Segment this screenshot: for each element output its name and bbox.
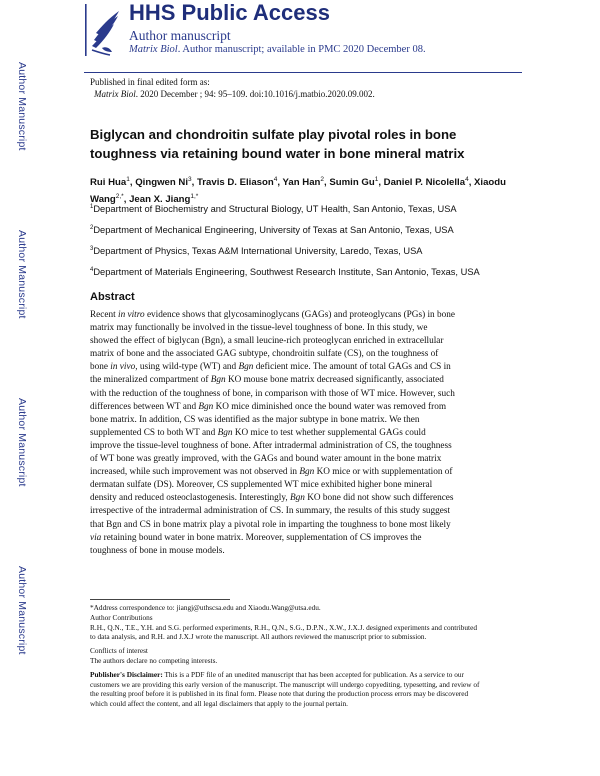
affiliation-3: $^3$Department of Physics, Texas A&M International University, Laredo, Texas, USA <box>90 246 423 257</box>
abstract-line: with the reduction of the toughness of bone, in comparison with those of WT mice. However, such <box>90 388 455 399</box>
author-affiliation-marker: 1,* <box>190 193 199 201</box>
conflicts-heading: Conflicts of interest <box>90 646 148 656</box>
disclaimer-text: Publisher's Disclaimer: This is a PDF file of an unedited manuscript that has been accepted for publication. As a service to our <box>90 669 464 679</box>
affiliation-2: $^2$Department of Mechanical Engineering, University of Texas at San Antonio, Texas, USA <box>90 225 454 236</box>
abstract-line: Recent in vitro evidence shows that glycosaminoglycans (GAGs) and proteoglycans (PGs) in bone <box>90 310 455 320</box>
abstract-line: that Bgn and CS in bone matrix play a pivotal role in imparting the toughness to bone most likely <box>90 519 451 530</box>
abstract-line: improve the tissue-level toughness of bone. After intradermal administration of CS, the toughness <box>90 440 452 451</box>
abstract-line: bone in vivo, using wild-type (WT) and Bgn deficient mice. The amount of total GAGs and CS in <box>90 362 451 373</box>
contributions-text: to data analysis, and R.H. and J.X.J wrote the manuscript. All authors reviewed the manuscript prior to submission. <box>90 632 427 642</box>
author-affiliation-marker: 4 <box>465 176 469 183</box>
disclaimer-text: which could affect the content, and all legal disclaimers that apply to the journal pertain. <box>90 699 349 709</box>
author-affiliation-marker: 3 <box>187 176 192 183</box>
journal-availability <box>129 44 426 55</box>
affiliation-4: $^4$Department of Materials Engineering, Southwest Research Institute, San Antonio, Texas, USA <box>90 267 480 278</box>
footnote-divider <box>90 599 230 600</box>
contributions-heading: Author Contributions <box>90 612 153 622</box>
affiliation-1: $^1$Department of Biochemistry and Structural Biology, UT Health, San Antonio, Texas, USA <box>90 204 457 215</box>
abstract-line: dermatan sulfate (DS). Moreover, CS supplemented WT mice exhibited higher bone mineral <box>90 480 433 491</box>
author-name: Qingwen Ni <box>135 177 188 189</box>
author-name: Sumin Gu <box>329 177 375 189</box>
citation <box>90 88 375 100</box>
author-affiliation-marker: 2 <box>320 176 325 183</box>
abstract-line: toughness of bone in mouse models. <box>90 545 225 556</box>
author-affiliation-marker: 2,* <box>115 193 124 201</box>
author-affiliation-marker: 1 <box>126 176 130 183</box>
abstract-line: of WT bone was greatly improved, with the GAGs and bound water amount in the bone matrix <box>90 454 442 465</box>
abstract-line: the mineralized compartment of Bgn KO mouse bone matrix decreased significantly, associated <box>90 375 444 386</box>
abstract-line: differences between WT and Bgn KO mice diminished once the bound water was removed from <box>90 401 447 412</box>
author-name: Rui Hua <box>90 177 127 189</box>
published-in-label: Published in final edited form as: <box>90 77 210 87</box>
author-name: Travis D. Eliason <box>196 177 274 189</box>
author-affiliation-marker: 4 <box>273 176 278 183</box>
disclaimer-heading: Publisher's Disclaimer: <box>90 669 163 679</box>
abstract-heading: Abstract <box>90 291 135 303</box>
conflicts-text: The authors declare no competing interests. <box>90 655 218 665</box>
abstract-line: via retaining bound water in bone matrix. Moreover, supplementation of CS improves the <box>90 532 422 543</box>
side-label-author-manuscript: Author Manuscript <box>16 230 28 319</box>
abstract-line: supplemented CS to both WT and Bgn KO mice to test whether supplemental GAGs could <box>90 427 426 438</box>
abstract-line: increased, while such improvement was not observed in Bgn KO mice or with supplementation of <box>90 467 453 478</box>
journal-name: Matrix Biol <box>129 44 178 55</box>
citation-journal: Matrix Biol <box>94 89 136 99</box>
abstract-line: matrix may functionally be involved in the tissue-level toughness of bone. In this study, we <box>90 323 428 334</box>
abstract-line: irrespective of the intradermal administration of CS. In summary, the results of this study suggest <box>90 506 451 517</box>
author-list: Rui Hua$^1$, Qingwen Ni$^3$, Travis D. Eliason$^4$, Yan Han$^2$, Sumin Gu$^1$, Daniel P. Nicolella$^4$, Xiaodu Wang$^{2,*}$, Jean X. Jiang$^{1,*}$ <box>90 176 507 206</box>
side-label-author-manuscript: Author Manuscript <box>16 398 28 487</box>
author-manuscript-subtitle: Author manuscript <box>129 28 231 43</box>
author-name: Xiaodu Wang <box>90 177 507 206</box>
author-name: Yan Han <box>282 177 321 189</box>
author-name: Daniel P. Nicolella <box>383 177 466 189</box>
author-name: Jean X. Jiang <box>129 194 191 206</box>
disclaimer-text: the resulting proof before it is published in its final form. Please note that during the production process errors may be discovered <box>90 689 469 699</box>
author-affiliation-marker: 1 <box>374 176 379 183</box>
availability-text: . Author manuscript; available in PMC 2020 December 08. <box>177 44 426 55</box>
side-label-author-manuscript: Author Manuscript <box>16 62 28 151</box>
article-title: Biglycan and chondroitin sulfate play pivotal roles in bone toughness via retaining bound water in bone mineral matrix <box>90 127 465 161</box>
hhs-public-access-title: HHS Public Access <box>129 0 330 25</box>
footnotes <box>90 603 522 709</box>
abstract-line: bone matrix. In addition, CS was identified as the major subtype in bone matrix. We then <box>90 414 420 425</box>
correspondence-note: *Address correspondence to: jiangj@uthscsa.edu and Xiaodu.Wang@utsa.edu. <box>90 603 321 612</box>
abstract-line: matrix of bone and the associated GAG subtype, chondroitin sulfate (CS), on the toughness of <box>90 349 439 360</box>
header-divider <box>84 72 522 73</box>
abstract-line: density and reduced osteoclastogenesis. Interestingly, Bgn KO bone did not show such differences <box>90 493 454 504</box>
side-label-author-manuscript: Author Manuscript <box>16 566 28 655</box>
abstract-line: showed the effect of biglycan (Bgn), a small leucine-rich proteoglycan enriched in extracellular <box>90 336 444 347</box>
citation-details: . 2020 December ; 94: 95–109. doi:10.1016/j.matbio.2020.09.002. <box>135 89 375 99</box>
contributions-text: R.H., Q.N., T.E., Y.H. and S.G. performed experiments, R.H., Q.N., S.G., D.P.N., X.W., J.X.J. designed experiments and contributed <box>90 622 477 632</box>
publication-info <box>90 76 375 100</box>
abstract-body <box>90 309 520 558</box>
hhs-eagle-logo-icon <box>84 2 122 58</box>
disclaimer-text: customers we are providing this early version of the manuscript. The manuscript will undergo copyediting, typesetting, and review of <box>90 679 480 689</box>
